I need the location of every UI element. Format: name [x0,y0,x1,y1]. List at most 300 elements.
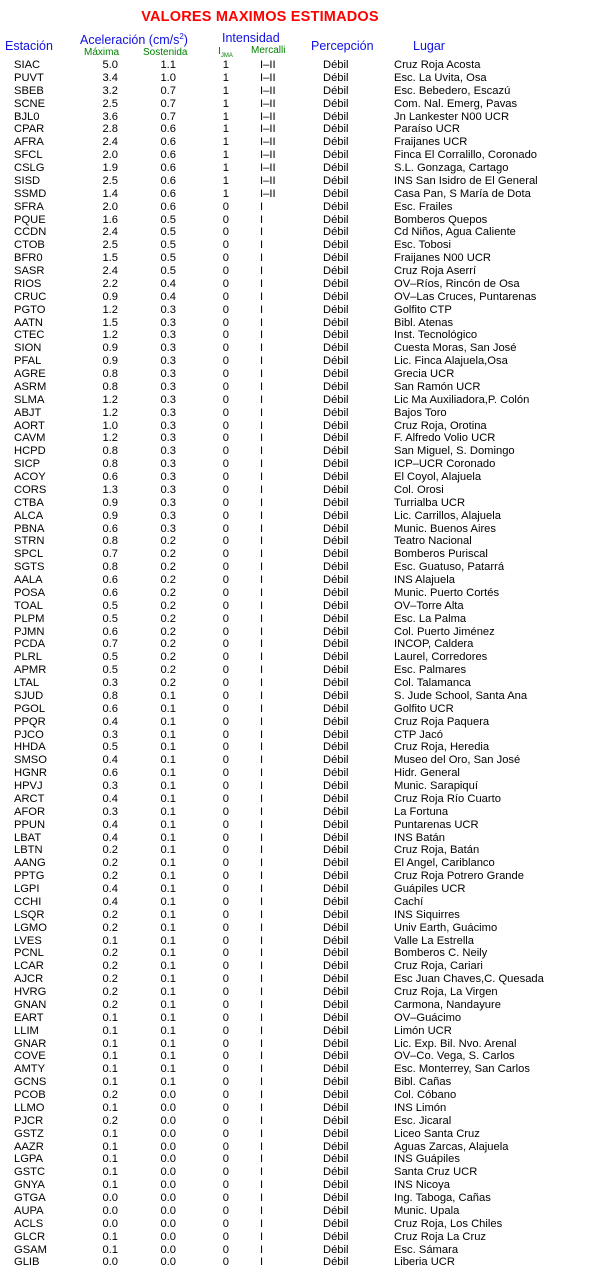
station-cell: CCHI [14,895,42,908]
table-row [0,767,590,780]
max-accel-cell: 3.6 [102,110,118,123]
max-accel-cell: 0.4 [102,754,118,767]
mercalli-intensity-cell: I [260,406,264,419]
jma-intensity-cell: 0 [222,973,229,986]
max-accel-cell: 0.5 [102,741,118,754]
mercalli-intensity-cell: I [260,1204,264,1217]
jma-intensity-cell: 0 [222,1101,229,1114]
table-row [0,291,590,304]
max-accel-cell: 0.5 [102,612,118,625]
max-accel-cell: 0.1 [102,1166,118,1179]
sustained-accel-cell: 0.6 [160,136,176,149]
station-cell: AALA [14,574,43,586]
max-accel-cell: 1.2 [102,393,118,406]
mercalli-intensity-cell: I [260,973,264,986]
perception-cell: Débil [323,1217,349,1230]
jma-intensity-cell: 0 [222,792,229,805]
station-cell: SICP [14,458,41,471]
max-accel-cell: 0.1 [102,1076,118,1089]
location-cell: Cruz Roja Acosta [394,59,481,71]
sustained-accel-cell: 0.1 [160,780,176,792]
station-cell: LGPI [14,883,40,895]
location-cell: Hidr. General [394,767,460,780]
perception-cell: Débil [323,1024,349,1037]
mercalli-intensity-cell: I [260,702,264,715]
jma-intensity-cell: 0 [222,303,229,316]
max-accel-cell: 0.2 [102,1114,118,1127]
location-cell: INS Batán [394,831,445,844]
table-row [0,1128,590,1141]
mercalli-intensity-cell: I [260,960,264,973]
sustained-accel-cell: 0.5 [160,252,176,265]
mercalli-intensity-cell: I [260,586,264,599]
table-row [0,1256,590,1269]
station-cell: ACOY [14,471,46,483]
subheader-mercalli: Mercalli [251,45,286,56]
station-cell: SPCL [14,548,44,561]
perception-cell: Débil [323,1089,349,1101]
perception-cell: Débil [323,831,349,844]
station-cell: HVRG [14,986,47,998]
header-aceleracion [80,32,188,47]
sustained-accel-cell: 0.2 [160,612,176,625]
mercalli-intensity-cell: I [260,226,264,239]
location-cell: Esc. Jicaral [394,1114,452,1127]
jma-intensity-cell: 0 [222,728,229,741]
mercalli-intensity-cell: I [260,767,264,780]
jma-intensity-cell: 0 [222,200,229,213]
station-cell: LTAL [14,677,40,689]
perception-cell: Débil [323,921,349,934]
station-cell: TOAL [14,599,44,612]
table-row [0,1179,590,1192]
jma-intensity-cell: 0 [222,625,229,638]
perception-cell: Débil [323,1140,349,1153]
max-accel-cell: 0.1 [102,1050,118,1063]
station-cell: CTEC [14,329,45,342]
jma-intensity-cell: 0 [222,895,229,908]
location-cell: Munic. Puerto Cortés [394,586,500,599]
perception-cell: Débil [323,574,349,586]
station-cell: SLMA [14,393,45,406]
max-accel-cell: 2.8 [102,123,118,136]
sustained-accel-cell: 0.1 [160,921,176,934]
jma-intensity-cell: 0 [222,586,229,599]
perception-cell: Débil [323,1011,349,1024]
station-cell: GNAN [14,998,47,1011]
mercalli-intensity-cell: I [260,1114,264,1127]
sustained-accel-cell: 0.1 [160,960,176,973]
station-cell: BFR0 [14,252,43,265]
jma-intensity-cell: 0 [222,1037,229,1050]
location-cell: Munic. Buenos Aires [394,522,496,535]
table-row [0,355,590,368]
station-cell: AMTY [14,1063,46,1076]
perception-cell: Débil [323,754,349,767]
station-cell: GCNS [14,1076,47,1089]
table-row [0,136,590,149]
station-cell: CORS [14,483,47,496]
max-accel-cell: 3.2 [102,84,118,97]
perception-cell: Débil [323,1153,349,1166]
sustained-accel-cell: 0.3 [160,471,176,483]
jma-intensity-cell: 0 [222,870,229,883]
max-accel-cell: 2.0 [102,200,118,213]
table-row [0,1089,590,1102]
mercalli-intensity-cell: I [260,947,264,960]
mercalli-intensity-cell: I [260,934,264,947]
sustained-accel-cell: 0.2 [160,677,176,689]
max-accel-cell: 0.7 [102,638,118,651]
sustained-accel-cell: 0.1 [160,741,176,754]
perception-cell: Débil [323,458,349,471]
perception-cell: Débil [323,548,349,561]
table-row [0,574,590,587]
table-row [0,252,590,265]
mercalli-intensity-cell: I–II [260,136,276,149]
location-cell: OV–Ríos, Rincón de Osa [394,277,520,290]
max-accel-cell: 0.1 [102,1063,118,1076]
perception-cell: Débil [323,277,349,290]
station-cell: CSLG [14,162,45,174]
sustained-accel-cell: 0.2 [160,638,176,651]
max-accel-cell: 1.0 [102,419,118,432]
sustained-accel-cell: 0.0 [160,1127,176,1140]
table-row [0,278,590,291]
header-aceleracion-close: ) [183,33,188,48]
table-row [0,1076,590,1089]
sustained-accel-cell: 0.3 [160,368,176,380]
mercalli-intensity-cell: I [260,548,264,561]
perception-cell: Débil [323,895,349,908]
perception-cell: Débil [323,792,349,805]
max-accel-cell: 0.2 [102,947,118,960]
jma-intensity-cell: 0 [222,998,229,1011]
sustained-accel-cell: 0.1 [160,702,176,715]
perception-cell: Débil [323,329,349,342]
location-cell: Carmona, Nandayure [394,998,501,1011]
max-accel-cell: 0.8 [102,445,118,458]
station-cell: AATN [14,316,44,329]
jma-intensity-cell: 1 [222,187,229,200]
station-cell: AUPA [14,1204,44,1217]
sustained-accel-cell: 0.1 [160,767,176,780]
max-accel-cell: 2.4 [102,265,118,277]
table-row [0,806,590,819]
max-accel-cell: 0.6 [102,625,118,638]
station-cell: PJCO [14,728,44,741]
jma-intensity-cell: 0 [222,921,229,934]
station-cell: AORT [14,419,45,432]
jma-intensity-cell: 0 [222,432,229,445]
sustained-accel-cell: 0.1 [160,1011,176,1024]
table-row [0,703,590,716]
perception-cell: Débil [323,689,349,702]
table-row [0,226,590,239]
perception-cell: Débil [323,857,349,870]
max-accel-cell: 0.4 [102,818,118,831]
header-aceleracion-exponent: 2 [179,32,184,41]
table-row [0,999,590,1012]
location-cell: Esc. Tobosi [394,239,452,252]
perception-cell: Débil [323,1127,349,1140]
table-row [0,407,590,420]
sustained-accel-cell: 0.1 [160,844,176,857]
jma-intensity-cell: 0 [222,535,229,548]
mercalli-intensity-cell: I [260,1243,264,1256]
jma-intensity-cell: 0 [222,805,229,818]
table-row [0,638,590,651]
perception-cell: Débil [323,998,349,1011]
max-accel-cell: 0.3 [102,805,118,818]
sustained-accel-cell: 0.3 [160,432,176,445]
sustained-accel-cell: 0.1 [160,1024,176,1037]
table-row [0,175,590,188]
location-cell: Puntarenas UCR [394,818,479,831]
jma-intensity-cell: 1 [222,71,229,84]
mercalli-intensity-cell: I [260,792,264,805]
location-cell: Fraijanes N00 UCR [394,252,491,265]
table-row [0,844,590,857]
sustained-accel-cell: 0.1 [160,728,176,741]
max-accel-cell: 0.1 [102,1140,118,1153]
table-row [0,883,590,896]
table-row [0,59,590,72]
perception-cell: Débil [323,445,349,458]
location-cell: Valle La Estrella [394,934,475,947]
jma-intensity-cell: 0 [222,960,229,973]
max-accel-cell: 0.0 [102,1192,118,1204]
max-accel-cell: 1.2 [102,406,118,419]
station-cell: PPTG [14,870,45,883]
location-cell: Col. Orosi [394,483,444,496]
mercalli-intensity-cell: I [260,651,264,664]
jma-intensity-cell: 0 [222,1204,229,1217]
location-cell: INCOP, Caldera [394,638,474,651]
table-row [0,613,590,626]
table-row [0,1012,590,1025]
table-row [0,922,590,935]
location-cell: OV–Co. Vega, S. Carlos [394,1050,515,1063]
table-row [0,342,590,355]
mercalli-intensity-cell: I [260,1063,264,1076]
jma-intensity-cell: 0 [222,239,229,252]
table-row [0,265,590,278]
station-cell: SBEB [14,84,44,97]
jma-intensity-cell: 0 [222,908,229,921]
perception-cell: Débil [323,522,349,535]
jma-intensity-cell: 0 [222,664,229,677]
mercalli-intensity-cell: I–II [260,97,276,110]
mercalli-intensity-cell: I [260,612,264,625]
jma-intensity-cell: 0 [222,1179,229,1192]
max-accel-cell: 0.7 [102,548,118,561]
mercalli-intensity-cell: I [260,1230,264,1243]
jma-intensity-cell: 0 [222,831,229,844]
max-accel-cell: 0.1 [102,1101,118,1114]
mercalli-intensity-cell: I [260,1101,264,1114]
sustained-accel-cell: 0.2 [160,548,176,561]
mercalli-intensity-cell: I [260,1256,264,1269]
perception-cell: Débil [323,110,349,123]
max-accel-cell: 0.3 [102,677,118,689]
location-cell: Casa Pan, S María de Dota [394,187,531,200]
location-cell: Cruz Roja, Batán [394,844,480,857]
location-cell: INS Limón [394,1101,447,1114]
mercalli-intensity-cell: I [260,921,264,934]
table-row [0,664,590,677]
station-cell: PJCR [14,1114,44,1127]
location-cell: Bajos Toro [394,406,447,419]
station-cell: GTGA [14,1192,46,1204]
station-cell: LGPA [14,1153,44,1166]
max-accel-cell: 0.1 [102,1037,118,1050]
jma-intensity-cell: 0 [222,883,229,895]
perception-cell: Débil [323,934,349,947]
mercalli-intensity-cell: I [260,483,264,496]
perception-cell: Débil [323,97,349,110]
sustained-accel-cell: 0.3 [160,342,176,355]
sustained-accel-cell: 0.3 [160,496,176,509]
mercalli-intensity-cell: I [260,419,264,432]
station-cell: CAVM [14,432,46,445]
sustained-accel-cell: 1.1 [160,59,176,71]
table-row [0,690,590,703]
max-accel-cell: 0.4 [102,895,118,908]
max-accel-cell: 0.0 [102,1204,118,1217]
mercalli-intensity-cell: I–II [260,149,276,162]
jma-intensity-cell: 0 [222,1243,229,1256]
table-row [0,394,590,407]
location-cell: OV–Las Cruces, Puntarenas [394,290,537,303]
sustained-accel-cell: 0.1 [160,883,176,895]
jma-intensity-cell: 0 [222,213,229,226]
max-accel-cell: 0.8 [102,368,118,380]
station-cell: LBTN [14,844,43,857]
perception-cell: Débil [323,973,349,986]
sustained-accel-cell: 0.1 [160,947,176,960]
perception-cell: Débil [323,818,349,831]
mercalli-intensity-cell: I–II [260,59,276,71]
max-accel-cell: 1.2 [102,329,118,342]
table-row [0,317,590,330]
mercalli-intensity-cell: I [260,445,264,458]
table-row [0,548,590,561]
mercalli-intensity-cell: I [260,1089,264,1101]
perception-cell: Débil [323,149,349,162]
station-cell: RIOS [14,277,42,290]
max-accel-cell: 1.2 [102,432,118,445]
location-cell: Cachí [394,895,424,908]
mercalli-intensity-cell: I [260,728,264,741]
max-accel-cell: 1.4 [102,187,118,200]
location-cell: Lic. Finca Alajuela,Osa [394,355,508,368]
max-accel-cell: 0.8 [102,380,118,393]
max-accel-cell: 0.0 [102,1217,118,1230]
jma-intensity-cell: 0 [222,767,229,780]
sustained-accel-cell: 0.0 [160,1192,176,1204]
perception-cell: Débil [323,226,349,239]
sustained-accel-cell: 0.1 [160,857,176,870]
sustained-accel-cell: 0.3 [160,509,176,522]
sustained-accel-cell: 0.6 [160,123,176,136]
jma-intensity-cell: 0 [222,1050,229,1063]
max-accel-cell: 0.6 [102,702,118,715]
jma-intensity-cell: 0 [222,380,229,393]
sustained-accel-cell: 0.2 [160,651,176,664]
perception-cell: Débil [323,174,349,187]
max-accel-cell: 2.4 [102,136,118,149]
perception-cell: Débil [323,1230,349,1243]
station-cell: SION [14,342,42,355]
location-cell: Esc. Monterrey, San Carlos [394,1063,530,1076]
perception-cell: Débil [323,303,349,316]
max-accel-cell: 0.6 [102,522,118,535]
location-cell: Col. Puerto Jiménez [394,625,495,638]
sustained-accel-cell: 0.2 [160,535,176,548]
location-cell: Cruz Roja, Los Chiles [394,1217,503,1230]
perception-cell: Débil [323,870,349,883]
table-row [0,754,590,767]
perception-cell: Débil [323,612,349,625]
station-cell: SMSO [14,754,47,767]
table-row [0,510,590,523]
location-cell: Cuesta Moras, San José [394,342,517,355]
sustained-accel-cell: 0.6 [160,162,176,174]
perception-cell: Débil [323,1243,349,1256]
jma-intensity-cell: 0 [222,355,229,368]
station-cell: APMR [14,664,47,677]
max-accel-cell: 1.5 [102,252,118,265]
perception-cell: Débil [323,368,349,380]
max-accel-cell: 0.6 [102,767,118,780]
location-cell: Cruz Roja Río Cuarto [394,792,501,805]
station-cell: CTBA [14,496,44,509]
location-cell: INS San Isidro de El General [394,174,538,187]
sustained-accel-cell: 0.1 [160,1037,176,1050]
max-accel-cell: 0.1 [102,1230,118,1243]
jma-intensity-cell: 0 [222,1153,229,1166]
table-row [0,561,590,574]
perception-cell: Débil [323,290,349,303]
subheader-ijma-subscript: JMA [220,53,233,60]
perception-cell: Débil [323,483,349,496]
mercalli-intensity-cell: I [260,329,264,342]
jma-intensity-cell: 0 [222,638,229,651]
location-cell: Golfito CTP [394,303,452,316]
table-row [0,793,590,806]
location-cell: Esc Juan Chaves,C. Quesada [394,973,544,986]
perception-cell: Débil [323,123,349,136]
station-cell: GSAM [14,1243,47,1256]
jma-intensity-cell: 0 [222,496,229,509]
max-accel-cell: 2.0 [102,149,118,162]
max-accel-cell: 0.2 [102,986,118,998]
mercalli-intensity-cell: I [260,213,264,226]
location-cell: INS Guápiles [394,1153,460,1166]
max-accel-cell: 0.5 [102,599,118,612]
table-row [0,896,590,909]
perception-cell: Débil [323,599,349,612]
perception-cell: Débil [323,664,349,677]
table-row [0,1231,590,1244]
jma-intensity-cell: 0 [222,1192,229,1204]
mercalli-intensity-cell: I [260,1153,264,1166]
table-row [0,1244,590,1257]
sustained-accel-cell: 0.1 [160,934,176,947]
sustained-accel-cell: 0.0 [160,1243,176,1256]
station-cell: PFAL [14,355,42,368]
